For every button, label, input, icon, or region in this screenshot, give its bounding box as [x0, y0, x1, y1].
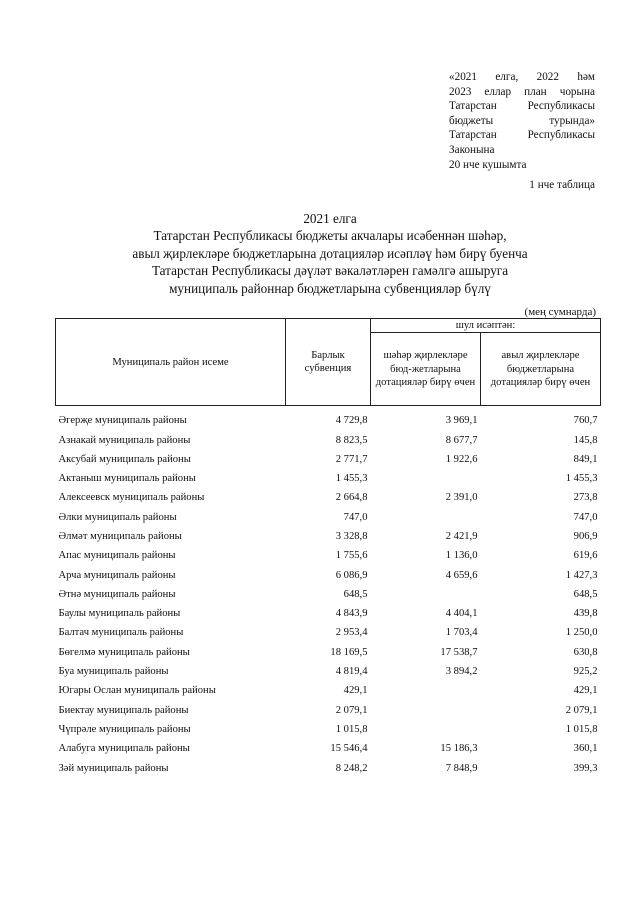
column-header-rural: авыл җирлекләре бюджетларына дотацияләр бирү өчен [481, 333, 601, 406]
units-note: (мең сумнарда) [524, 306, 596, 318]
rural-settlements-amount: 906,9 [573, 530, 598, 542]
rural-settlements-amount: 273,8 [573, 492, 598, 504]
total-subvention: 1 755,6 [335, 550, 368, 562]
table-row [56, 701, 601, 720]
column-header-name: Муниципаль район исеме [56, 319, 286, 406]
district-name: Югары Ослан муниципаль районы [58, 685, 216, 697]
city-settlements-amount: 1 922,6 [445, 453, 478, 465]
column-group-header: шул исәптән: [371, 319, 601, 333]
district-name: Аксубай муниципаль районы [58, 453, 191, 465]
title-line: Татарстан Республикасы бюджеты акчалары исәбеннән шәһәр, [153, 228, 507, 244]
city-settlements-amount: 15 186,3 [440, 743, 478, 755]
district-name: Бөгелмә муниципаль районы [58, 646, 190, 658]
rural-settlements-amount: 429,1 [573, 685, 598, 697]
total-subvention: 3 328,8 [335, 530, 368, 542]
city-settlements-amount [371, 681, 481, 700]
city-settlements-amount: 4 659,6 [445, 569, 478, 581]
district-name: Әлмәт муниципаль районы [58, 530, 182, 542]
law-reference-block [449, 70, 595, 172]
subvention-table [55, 318, 601, 778]
district-name: Апас муниципаль районы [58, 550, 176, 562]
total-subvention: 429,1 [343, 685, 368, 697]
city-settlements-amount: 17 538,7 [440, 646, 478, 658]
rural-settlements-amount: 1 455,3 [565, 473, 598, 485]
table-row [56, 508, 601, 527]
total-subvention: 4 819,4 [335, 666, 368, 678]
rural-settlements-amount: 1 250,0 [565, 627, 598, 639]
city-settlements-amount [371, 585, 481, 604]
total-subvention: 2 771,7 [335, 453, 368, 465]
total-subvention: 8 248,2 [335, 762, 368, 774]
table-row [56, 739, 601, 758]
total-subvention: 648,5 [343, 588, 368, 600]
total-subvention: 2 079,1 [335, 704, 368, 716]
table-row [56, 546, 601, 565]
rural-settlements-amount: 925,2 [573, 666, 598, 678]
table-row [56, 431, 601, 450]
district-name: Актаныш муниципаль районы [58, 473, 196, 485]
document-title [60, 210, 600, 297]
rural-settlements-amount: 630,8 [573, 646, 598, 658]
rural-settlements-amount: 360,1 [573, 743, 598, 755]
table-row [56, 643, 601, 662]
rural-settlements-amount: 399,3 [573, 762, 598, 774]
total-subvention: 2 953,4 [335, 627, 368, 639]
table-row [56, 566, 601, 585]
table-row [56, 411, 601, 430]
district-name: Балтач муниципаль районы [58, 627, 184, 639]
table-row [56, 527, 601, 546]
table-number-label: 1 нче таблица [529, 179, 595, 191]
title-line: муниципаль районнар бюджетларына субвенцияләр бүлү [169, 280, 491, 296]
rural-settlements-amount: 1 427,3 [565, 569, 598, 581]
table-row [56, 720, 601, 739]
district-name: Биектау муниципаль районы [58, 704, 189, 716]
district-name: Арча муниципаль районы [58, 569, 176, 581]
city-settlements-amount: 1 136,0 [445, 550, 478, 562]
district-name: Чүпрәле муниципаль районы [58, 723, 191, 735]
rural-settlements-amount: 619,6 [573, 550, 598, 562]
district-name: Зәй муниципаль районы [58, 762, 169, 774]
column-header-total: Барлык субвенция [286, 319, 371, 406]
rural-settlements-amount: 849,1 [573, 453, 598, 465]
appendix-number: 20 нче кушымта [449, 158, 527, 171]
total-subvention: 1 455,3 [335, 473, 368, 485]
city-settlements-amount: 3 969,1 [445, 415, 478, 427]
rural-settlements-amount: 439,8 [573, 608, 598, 620]
table-row [56, 450, 601, 469]
district-name: Әгерҗе муниципаль районы [58, 415, 187, 427]
city-settlements-amount: 7 848,9 [445, 762, 478, 774]
total-subvention: 4 843,9 [335, 608, 368, 620]
city-settlements-amount: 4 404,1 [445, 608, 478, 620]
total-subvention: 15 546,4 [330, 743, 368, 755]
rural-settlements-amount: 1 015,8 [565, 723, 598, 735]
district-name: Алексеевск муниципаль районы [58, 492, 205, 504]
city-settlements-amount [371, 508, 481, 527]
law-reference-line: Законына [449, 143, 495, 156]
total-subvention: 747,0 [343, 511, 368, 523]
rural-settlements-amount: 747,0 [573, 511, 598, 523]
law-reference-line: 2023 еллар план чорына [449, 85, 595, 98]
table-row [56, 585, 601, 604]
law-reference-line: «2021 елга, 2022 һәм [449, 71, 595, 83]
table-row [56, 623, 601, 642]
title-year: 2021 елга [303, 211, 357, 226]
city-settlements-amount: 2 391,0 [445, 492, 478, 504]
total-subvention: 8 823,5 [335, 434, 368, 446]
total-subvention: 18 169,5 [330, 646, 368, 658]
table-row [56, 469, 601, 488]
law-reference-line: Татарстан Республикасы [449, 100, 595, 113]
city-settlements-amount [371, 720, 481, 739]
table-row [56, 662, 601, 681]
city-settlements-amount [371, 701, 481, 720]
district-name: Әлки муниципаль районы [58, 511, 177, 523]
total-subvention: 2 664,8 [335, 492, 368, 504]
city-settlements-amount [371, 469, 481, 488]
law-reference-line: бюджеты турында» [449, 114, 595, 127]
table-row [56, 604, 601, 623]
district-name: Буа муниципаль районы [58, 666, 169, 678]
table-body [56, 406, 601, 778]
rural-settlements-amount: 760,7 [573, 415, 598, 427]
total-subvention: 6 086,9 [335, 569, 368, 581]
rural-settlements-amount: 145,8 [573, 434, 598, 446]
city-settlements-amount: 1 703,4 [445, 627, 478, 639]
table-row [56, 488, 601, 507]
table-row [56, 759, 601, 778]
table-row [56, 681, 601, 700]
total-subvention: 4 729,8 [335, 415, 368, 427]
law-reference-line: Татарстан Республикасы [449, 129, 595, 142]
rural-settlements-amount: 2 079,1 [565, 704, 598, 716]
rural-settlements-amount: 648,5 [573, 588, 598, 600]
district-name: Әтнә муниципаль районы [58, 588, 176, 600]
district-name: Алабуга муниципаль районы [58, 743, 190, 755]
city-settlements-amount: 2 421,9 [445, 530, 478, 542]
district-name: Баулы муниципаль районы [58, 608, 181, 620]
title-line: авыл җирлекләре бюджетларына дотацияләр исәпләү һәм бирү буенча [132, 245, 528, 261]
total-subvention: 1 015,8 [335, 723, 368, 735]
district-name: Азнакай муниципаль районы [58, 434, 191, 446]
city-settlements-amount: 3 894,2 [445, 666, 478, 678]
city-settlements-amount: 8 677,7 [445, 434, 478, 446]
column-header-city: шәһәр җирлекләре бюд-жетларына дотацияләр бирү өчен [371, 333, 481, 406]
title-line: Татарстан Республикасы дәүләт вәкаләтләрен гамәлгә ашыруга [151, 263, 509, 279]
